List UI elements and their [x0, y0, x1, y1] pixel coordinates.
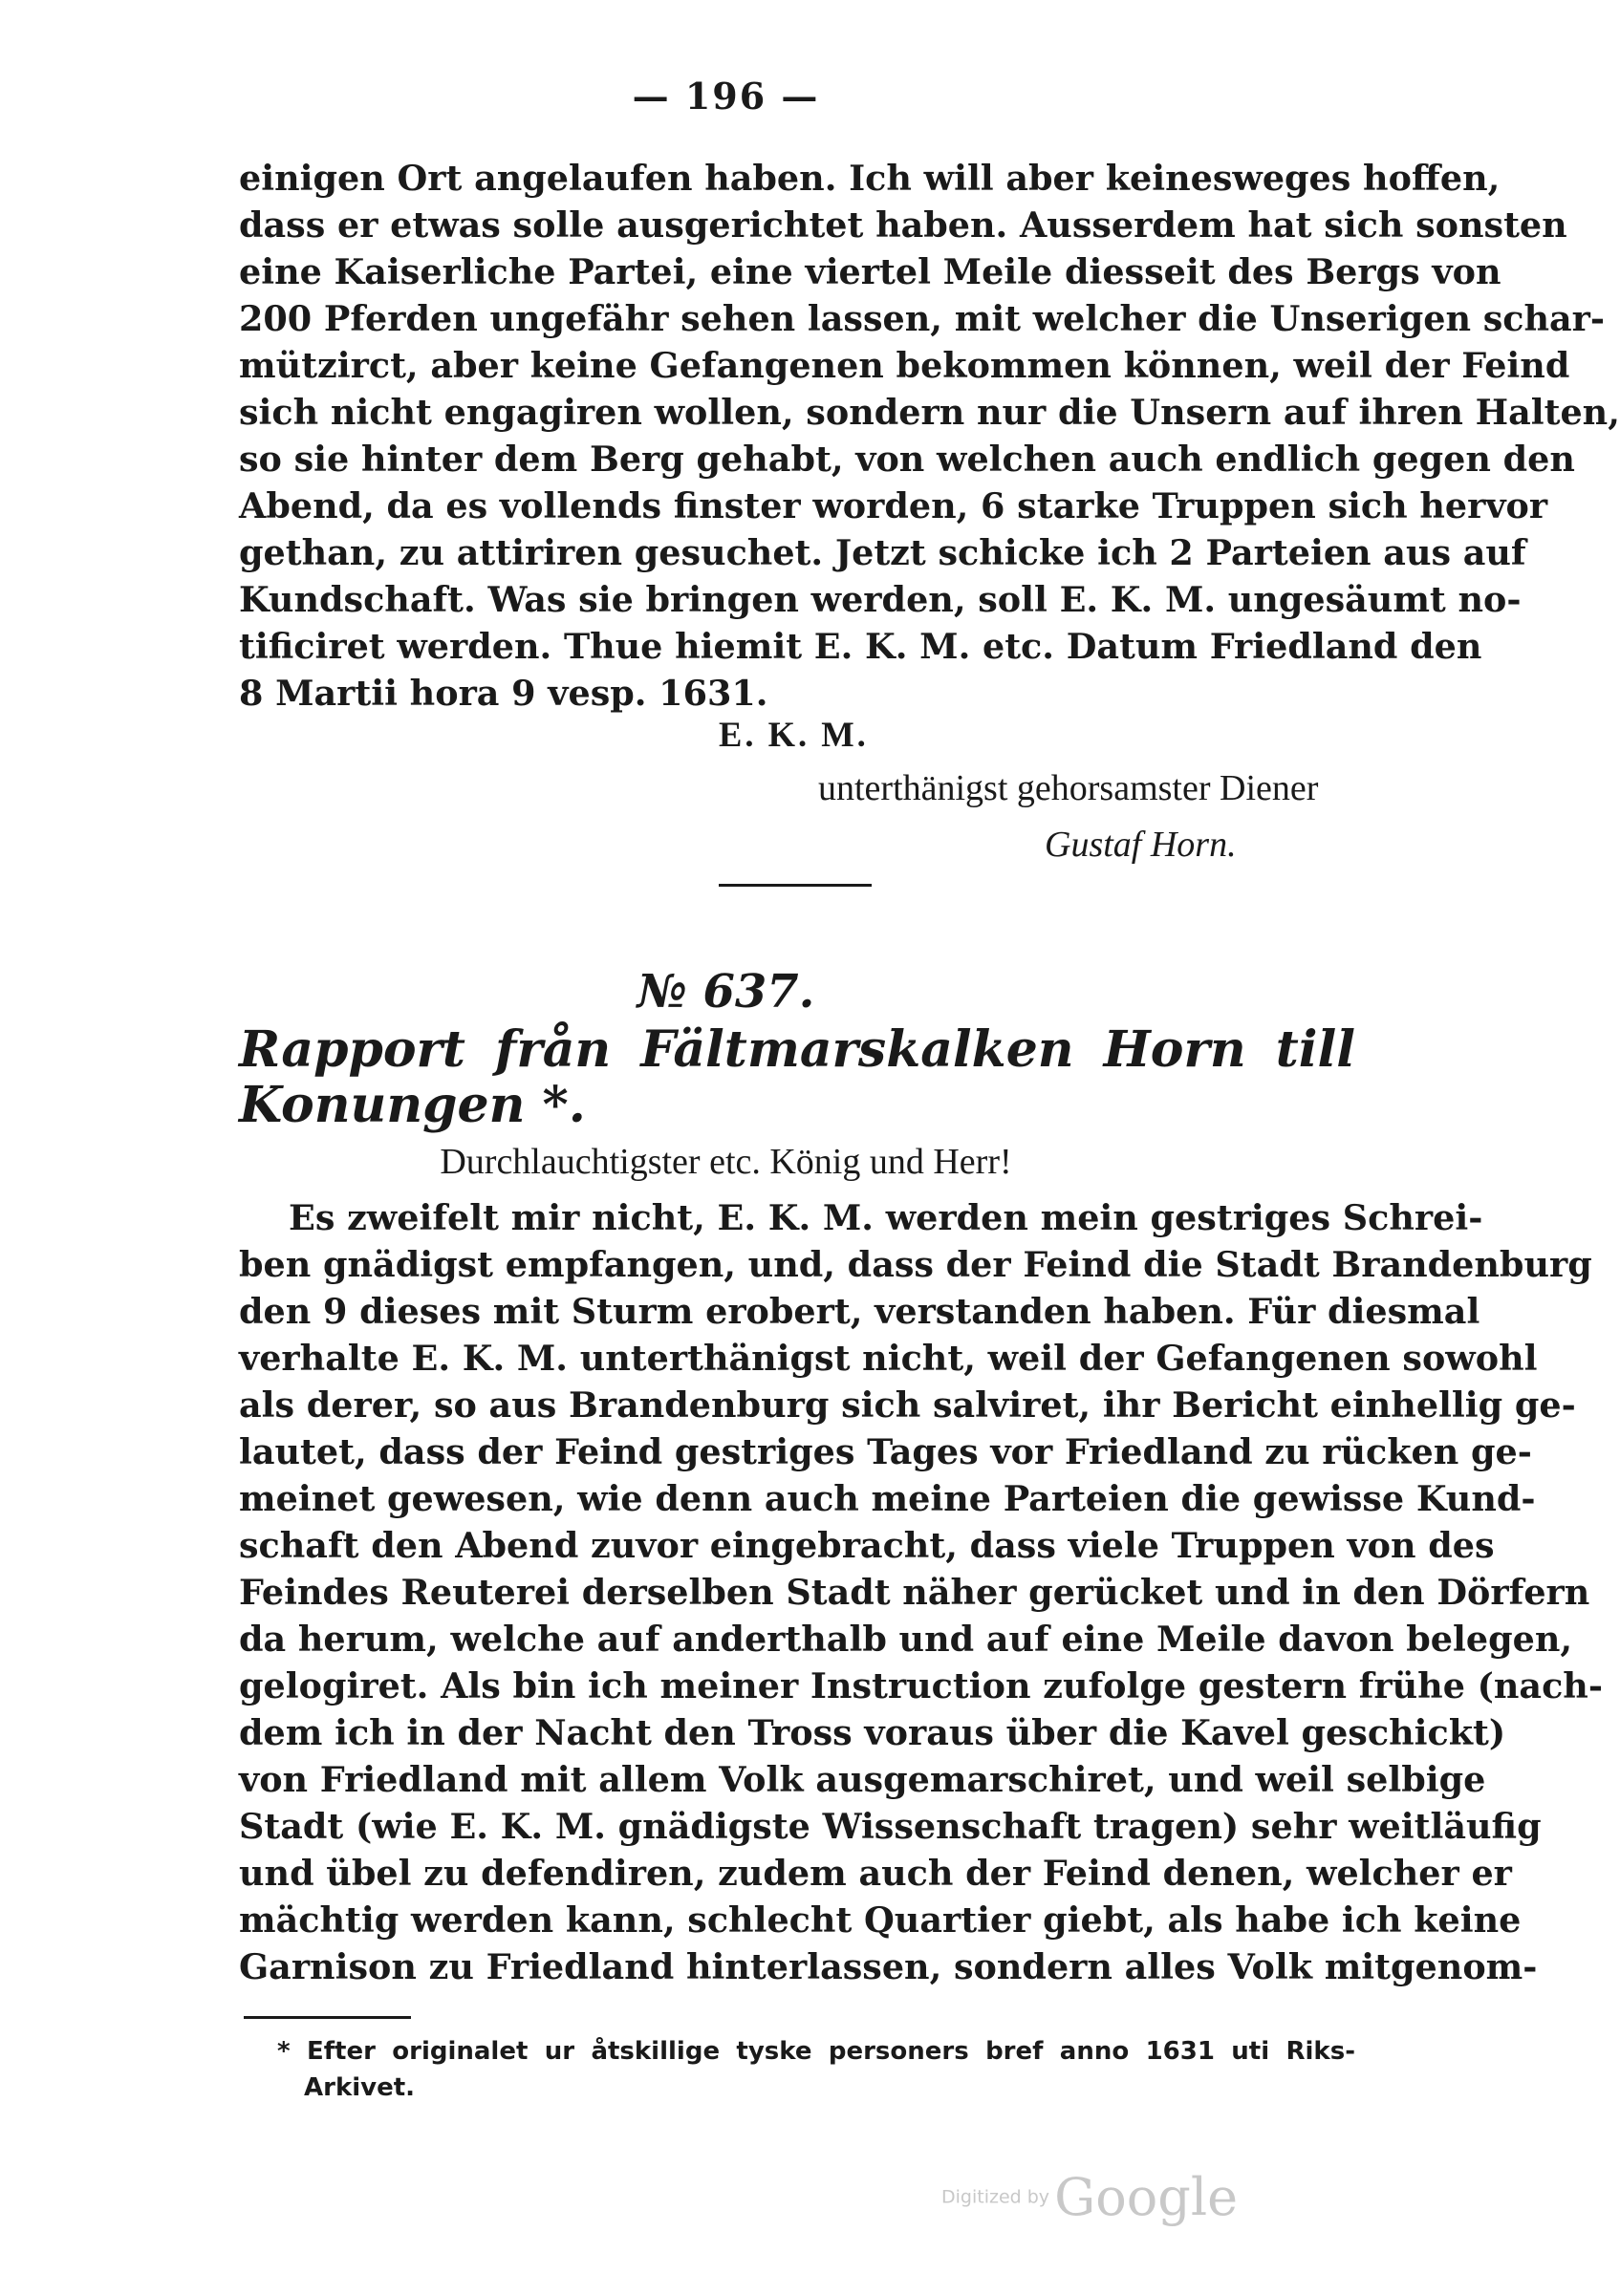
text-line: gelogiret. Als bin ich meiner Instruction zufolge gestern frühe (nach-: [239, 1665, 1603, 1706]
text-line: 8 Martii hora 9 vesp. 1631.: [239, 673, 768, 714]
page-number: — 196 —: [632, 75, 820, 118]
letter-body: [239, 1194, 1603, 1990]
document-heading: [239, 1022, 1355, 1133]
text-line: da herum, welche auf anderthalb und auf eine Meile davon belegen,: [239, 1619, 1573, 1660]
heading-line: Rapport från Fältmarskalken Horn till: [239, 1020, 1355, 1079]
text-line: einigen Ort angelaufen haben. Ich will aber keinesweges hoffen,: [239, 158, 1501, 199]
footnote-line: * Efter originalet ur åtskillige tyske personers bref anno 1631 uti Riks-: [277, 2037, 1355, 2066]
document-number: № 637.: [637, 965, 815, 1019]
text-line: so sie hinter dem Berg gehabt, von welchen auch endlich gegen den: [239, 439, 1575, 480]
text-line: schaft den Abend zuvor eingebracht, dass viele Truppen von des: [239, 1525, 1495, 1566]
text-line: dem ich in der Nacht den Tross voraus über die Kavel geschickt): [239, 1712, 1506, 1753]
text-line: Stadt (wie E. K. M. gnädigste Wissenschaft tragen) sehr weitläufig: [239, 1806, 1542, 1847]
letter-continuation: [239, 155, 1620, 717]
text-line: Es zweifelt mir nicht, E. K. M. werden mein gestriges Schrei-: [289, 1197, 1483, 1238]
watermark-prefix: Digitized by: [941, 2186, 1050, 2208]
signature-name: Gustaf Horn.: [1045, 825, 1237, 865]
signature-closing: unterthänigst gehorsamster Diener: [818, 768, 1319, 808]
text-line: von Friedland mit allem Volk ausgemarschiret, und weil selbige: [239, 1759, 1486, 1800]
text-line: Garnison zu Friedland hinterlassen, sondern alles Volk mitgenom-: [239, 1946, 1538, 1987]
watermark-brand: Google: [1054, 2167, 1239, 2227]
text-line: Kundschaft. Was sie bringen werden, soll E. K. M. ungesäumt no-: [239, 579, 1522, 620]
footnote-line: Arkivet.: [304, 2073, 416, 2102]
text-line: gethan, zu attiriren gesuchet. Jetzt schicke ich 2 Parteien aus auf: [239, 532, 1526, 573]
text-line: verhalte E. K. M. unterthänigst nicht, weil der Gefangenen sowohl: [239, 1338, 1538, 1379]
signature-abbreviation: E. K. M.: [719, 715, 869, 754]
text-line: den 9 dieses mit Sturm erobert, verstanden haben. Für diesmal: [239, 1291, 1480, 1332]
text-line: lautet, dass der Feind gestriges Tages vor Friedland zu rücken ge-: [239, 1431, 1532, 1472]
footnote: [277, 2033, 1355, 2106]
text-line: meinet gewesen, wie denn auch meine Parteien die gewisse Kund-: [239, 1478, 1536, 1519]
digitization-watermark: [941, 2167, 1238, 2227]
salutation: Durchlauchtigster etc. König und Herr!: [440, 1142, 1012, 1182]
text-line: ben gnädigst empfangen, und, dass der Feind die Stadt Brandenburg: [239, 1244, 1592, 1285]
section-divider: [719, 884, 872, 887]
footnote-rule: [244, 2016, 411, 2019]
text-line: mächtig werden kann, schlecht Quartier giebt, als habe ich keine: [239, 1899, 1522, 1941]
text-line: dass er etwas solle ausgerichtet haben. Ausserdem hat sich sonsten: [239, 204, 1567, 246]
text-line: als derer, so aus Brandenburg sich salviret, ihr Bericht einhellig ge-: [239, 1384, 1576, 1426]
heading-line: Konungen *.: [239, 1076, 586, 1134]
text-line: und übel zu defendiren, zudem auch der Feind denen, welcher er: [239, 1853, 1512, 1894]
text-line: Abend, da es vollends finster worden, 6 starke Truppen sich hervor: [239, 485, 1548, 526]
text-line: tificiret werden. Thue hiemit E. K. M. etc. Datum Friedland den: [239, 626, 1482, 667]
text-line: mützirct, aber keine Gefangenen bekommen können, weil der Feind: [239, 345, 1570, 386]
text-line: sich nicht engagiren wollen, sondern nur die Unsern auf ihren Halten,: [239, 392, 1620, 433]
text-line: Feindes Reuterei derselben Stadt näher gerücket und in den Dörfern: [239, 1572, 1590, 1613]
text-line: 200 Pferden ungefähr sehen lassen, mit welcher die Unserigen schar-: [239, 298, 1606, 339]
text-line: eine Kaiserliche Partei, eine viertel Meile diesseit des Bergs von: [239, 251, 1501, 292]
